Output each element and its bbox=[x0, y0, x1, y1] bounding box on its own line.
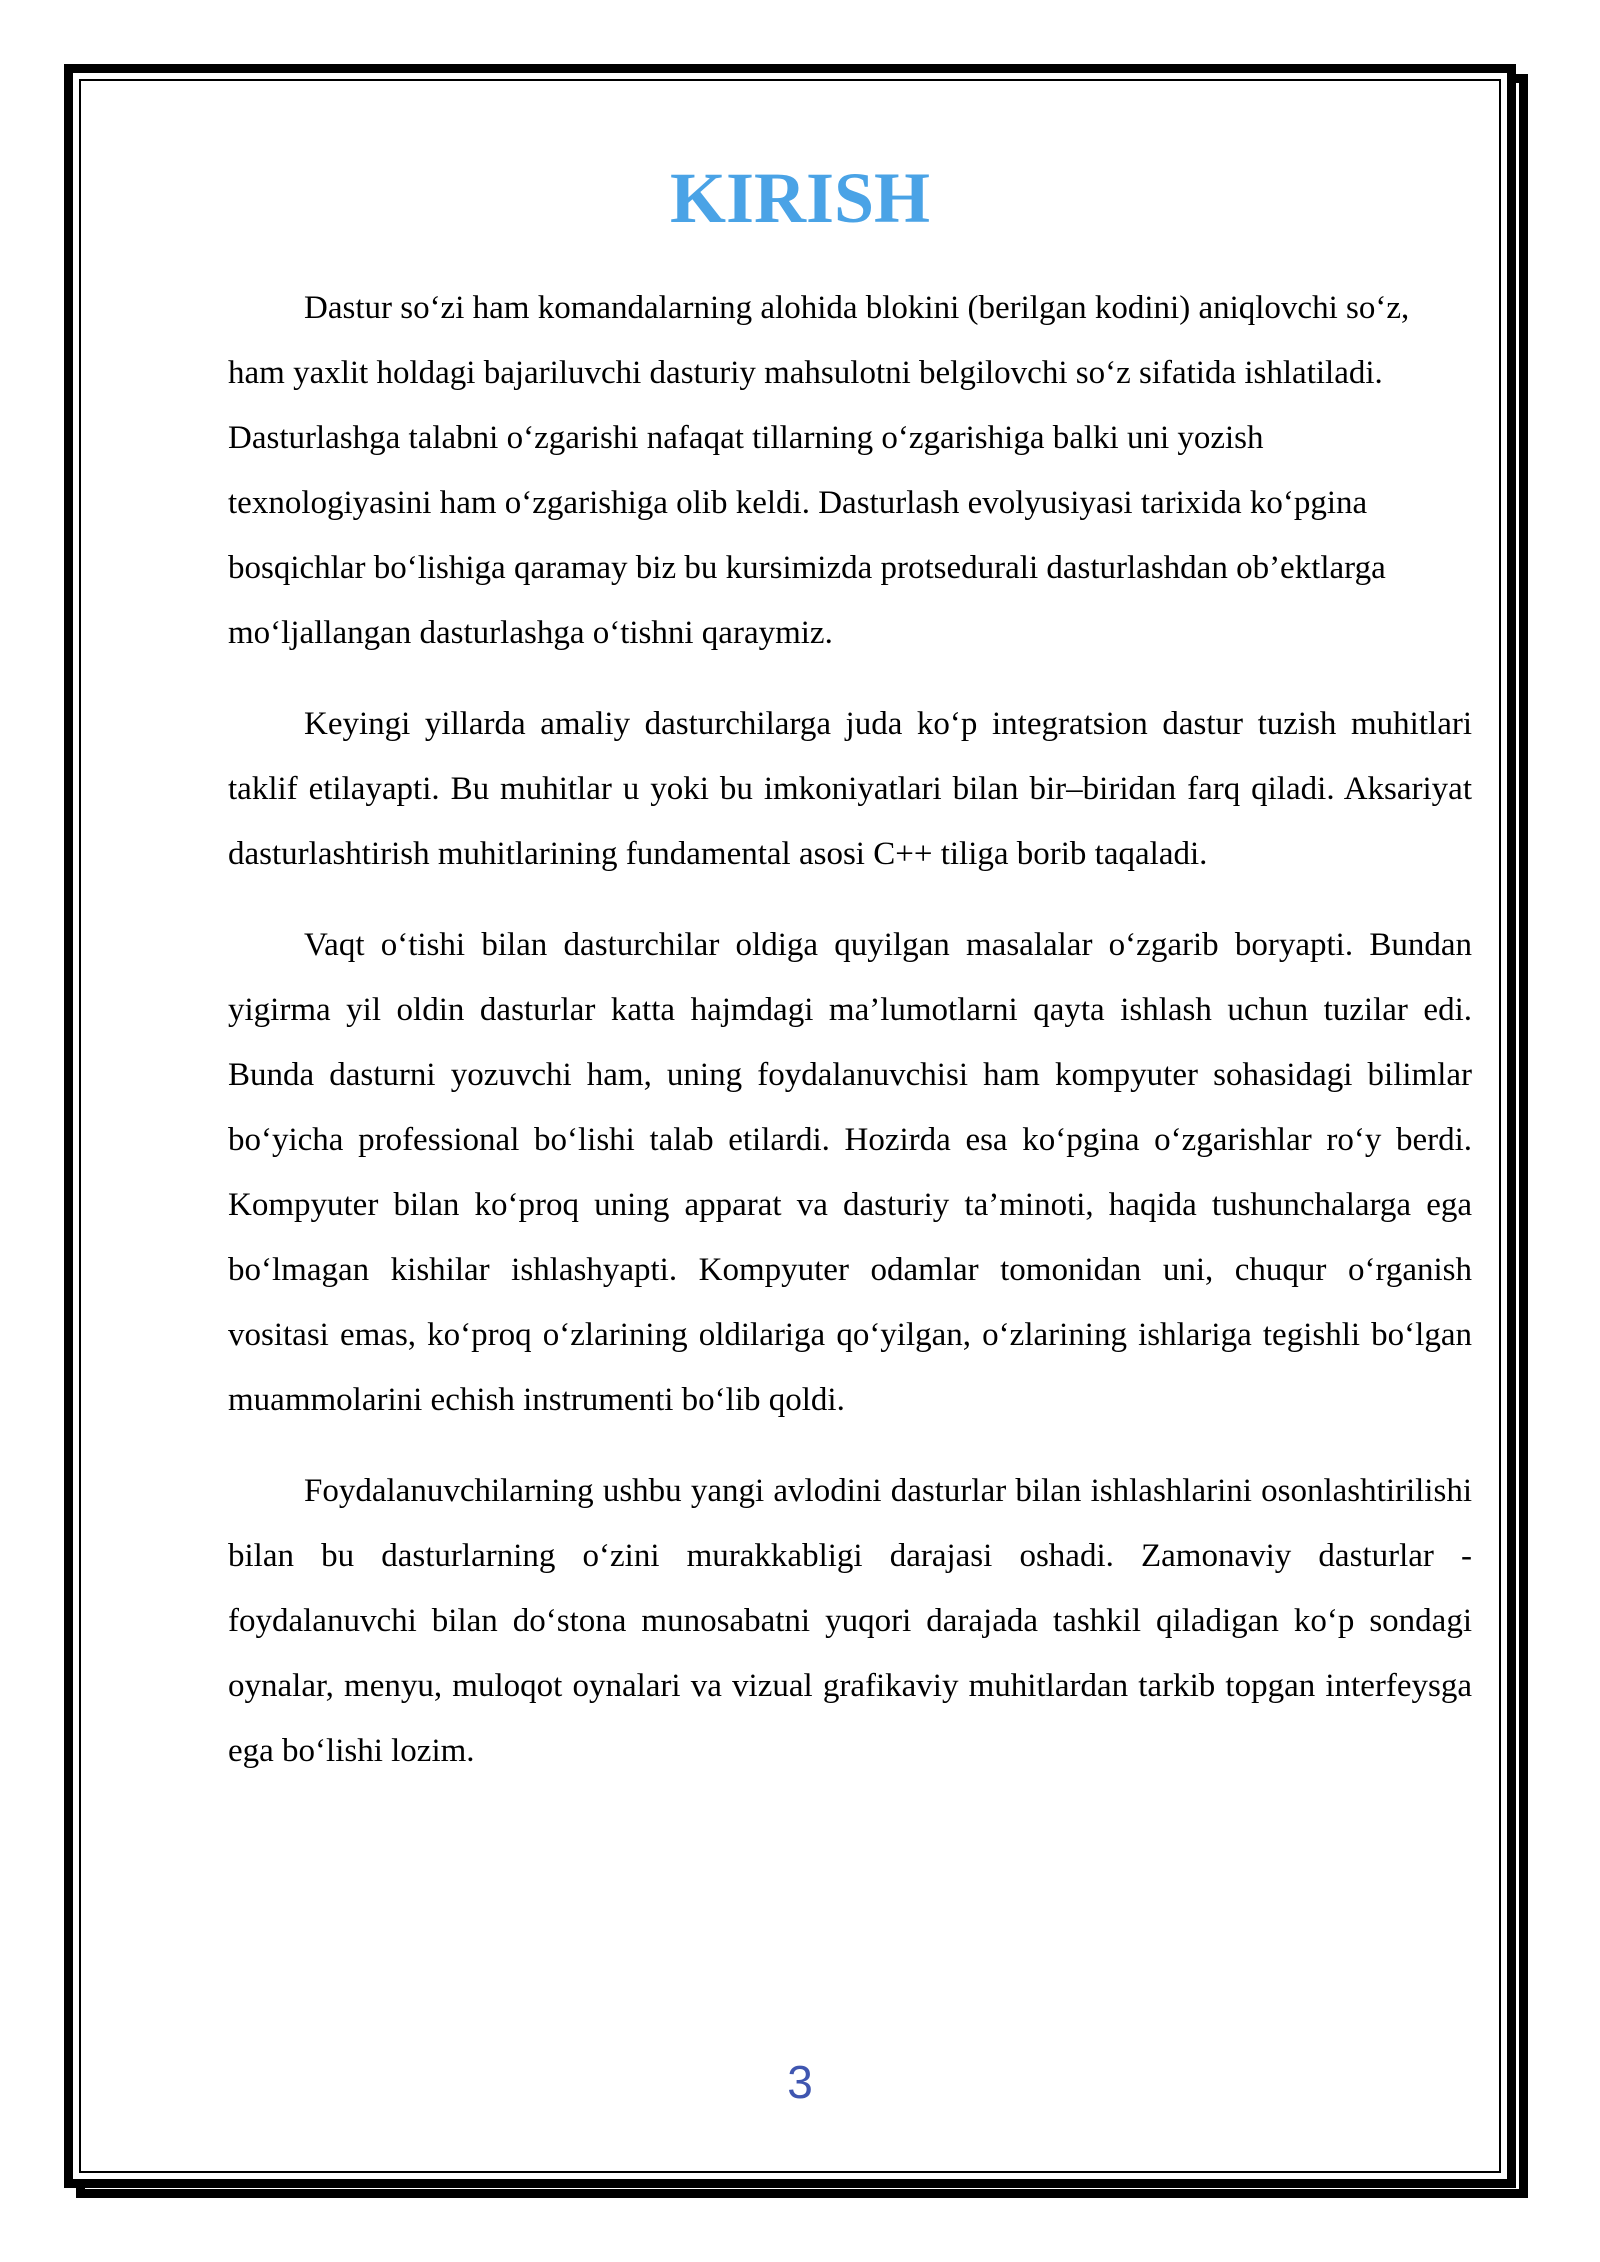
paragraph-1: Dastur so‘zi ham komandalarning alohida blokini (berilgan kodini) aniqlovchi so‘z, ham yaxlit holdagi bajariluvchi dasturiy mahsulotni belgilovchi so‘z sifatida ishlatiladi. Dasturlashga talabni o‘zgarishi nafaqat tillarning o‘zgarishiga balki uni yozish texnologiyasini ham o‘zgarishiga olib keldi. Dasturlash evolyusiyasi tarixida ko‘pgina bosqichlar bo‘lishiga qaramay biz bu kursimizda protsedurali dasturlashdan ob’ektlarga mo‘ljallangan dasturlashga o‘tishni qaraymiz. bbox=[228, 290, 1410, 651]
paragraph-3: Vaqt o‘tishi bilan dasturchilar oldiga quyilgan masalalar o‘zgarib boryapti. Bundan yigirma yil oldin dasturlar katta hajmdagi ma’lumotlarni qayta ishlash uchun tuzilar edi. Bunda dasturni yozuvchi ham, uning foydalanuvchisi ham kompyuter sohasidagi bilimlar bo‘yicha professional bo‘lishi talab etilardi. Hozirda esa ko‘pgina o‘zgarishlar ro‘y berdi. Kompyuter bilan ko‘proq uning apparat va dasturiy ta’minoti, haqida tushunchalarga ega bo‘lmagan kishilar ishlashyapti. Kompyuter odamlar tomonidan uni, chuqur o‘rganish vositasi emas, ko‘proq o‘zlarining oldilariga qo‘yilgan, o‘zlarining ishlariga tegishli bo‘lgan muammolarini echish instrumenti bo‘lib qoldi. bbox=[228, 927, 1472, 1418]
document-body bbox=[228, 276, 1472, 1810]
paragraph-4: Foydalanuvchilarning ushbu yangi avlodini dasturlar bilan ishlashlarini osonlashtirilishi bilan bu dasturlarning o‘zini murakkabligi darajasi oshadi. Zamonaviy dasturlar - foydalanuvchi bilan do‘stona munosabatni yuqori darajada tashkil qiladigan ko‘p sondagi oynalar, menyu, muloqot oynalari va vizual grafikaviy muhitlardan tarkib topgan interfeysga ega bo‘lishi lozim. bbox=[228, 1473, 1472, 1769]
page-title: KIRISH bbox=[669, 158, 931, 238]
paragraph-2: Keyingi yillarda amaliy dasturchilarga juda ko‘p integratsion dastur tuzish muhitlari taklif etilayapti. Bu muhitlar u yoki bu imkoniyatlari bilan bir–biridan farq qiladi. Aksariyat dasturlashtirish muhitlarining fundamental asosi C++ tiliga borib taqaladi. bbox=[228, 706, 1472, 872]
page-number: 3 bbox=[787, 2056, 813, 2108]
